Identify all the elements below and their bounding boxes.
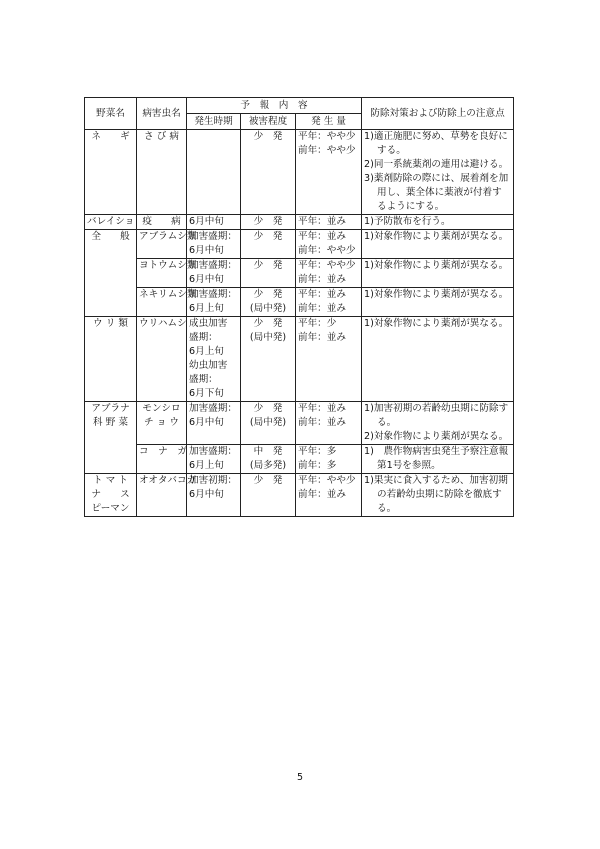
measures-cell-text: 1)適正施肥に努め、草勢を良好にする。 [364,131,508,156]
measures-cell-text: 3)薬剤防除の際には、展着剤を加用し、葉全体に薬液が付着するようにする。 [364,173,509,212]
pest-name: ヨトウムシ類 [139,260,197,271]
pest-name: アブラムシ類 [139,231,197,242]
pest-cell [137,402,187,445]
timing-cell-text: 6月中旬 [189,245,224,256]
damage-cell [241,402,296,445]
measures-cell-text: 1)果実に食入するため、加害初期の若齢幼虫期に防除を徹底する。 [364,475,508,514]
header-pest: 病害虫名 [137,98,187,130]
amount-cell-text: 前年：並み [298,303,346,314]
amount-cell-text: 前年：やや少 [298,245,356,256]
damage-cell-text: 少 発 [253,475,283,486]
damage-cell-text: 少 発 [253,216,283,227]
pest-cell [137,474,197,517]
table-row [85,230,514,259]
table-row [85,402,514,445]
amount-cell-text: 平年：並み [298,231,346,242]
measures-cell-text: 1)加害初期の若齢幼虫期に防除する。 [364,403,509,428]
header-timing: 発生時期 [187,114,241,130]
vegetable-name: ナ ス [91,489,130,500]
amount-cell [296,215,362,230]
damage-cell [241,445,296,474]
vegetable-name: アブラナ [91,403,130,414]
vegetable-cell [85,317,137,402]
timing-cell [187,259,241,288]
vegetable-cell [85,130,137,215]
damage-cell-text: 少 発 [253,403,283,414]
timing-cell-text: 6月中旬 [189,489,224,500]
damage-cell [241,259,296,288]
measures-cell-text: 1)対象作物により薬剤が異なる。 [364,318,509,329]
damage-cell-text: 中 発 [253,446,283,457]
table-row [85,215,514,230]
measures-cell-text: 1)予防散布を行う。 [364,216,451,227]
vegetable-cell [85,474,137,517]
pest-cell [137,317,187,402]
timing-cell-text: 加害盛期： [189,289,237,300]
amount-cell-text: 平年：少 [298,318,337,329]
vegetable-name: ト マ ト [93,475,128,486]
page-number: 5 [296,772,304,783]
table-body [85,130,514,517]
timing-cell-text: 6月上旬 [189,460,224,471]
measures-cell [362,259,514,288]
amount-cell [296,288,362,317]
vegetable-name: ピーマン [91,503,130,514]
damage-cell-text: (局中発) [249,417,287,428]
measures-cell [362,130,514,215]
vegetable-cell [85,402,137,474]
measures-cell-text: 2)対象作物により薬剤が異なる。 [364,431,509,442]
damage-cell-text: 少 発 [253,260,283,271]
damage-cell [241,288,296,317]
damage-cell-text: 少 発 [253,318,283,329]
pest-cell [137,230,197,259]
timing-cell [187,215,241,230]
vegetable-name: ウ リ 類 [93,318,128,329]
amount-cell-text: 平年：やや少 [298,260,356,271]
pest-cell [137,215,187,230]
header-vegetable: 野菜名 [85,98,137,130]
measures-cell [362,402,514,445]
measures-cell [362,288,514,317]
pest-name: ネキリムシ類 [139,289,197,300]
amount-cell-text: 平年：多 [298,446,337,457]
pest-cell [137,259,197,288]
vegetable-cell [85,215,137,230]
timing-cell [187,402,241,445]
pest-cell [137,288,197,317]
damage-cell [241,215,296,230]
timing-cell [187,317,241,402]
measures-cell-text: 1)対象作物により薬剤が異なる。 [364,260,509,271]
vegetable-cell [85,230,137,317]
table-row [85,130,514,215]
amount-cell-text: 前年：やや少 [298,145,356,156]
damage-cell [241,317,296,402]
timing-cell-text: 6月上旬 [189,346,224,357]
measures-cell [362,474,514,517]
amount-cell-text: 平年：並み [298,216,346,227]
timing-cell [187,230,241,259]
amount-cell-text: 平年：やや少 [298,475,356,486]
timing-cell [187,445,241,474]
amount-cell-text: 平年：並み [298,403,346,414]
timing-cell-text: 加害盛期： [189,403,237,414]
table-row [85,474,514,517]
damage-cell-text: (局中発) [249,303,287,314]
header-damage: 被害程度 [241,114,296,130]
damage-cell-text: 少 発 [253,131,283,142]
pest-name: チ ョ ウ [144,417,179,428]
amount-cell [296,445,362,474]
table-row [85,288,514,317]
amount-cell-text: 前年：多 [298,460,337,471]
amount-cell-text: 前年：並み [298,417,346,428]
amount-cell-text: 前年：並み [298,332,346,343]
forecast-table [84,97,514,517]
pest-name: ウリハムシ [139,318,187,329]
amount-cell [296,317,362,402]
timing-cell-text: 6月上旬 [189,303,224,314]
amount-cell [296,259,362,288]
amount-cell-text: 前年：並み [298,274,346,285]
timing-cell [187,474,241,517]
amount-cell-text: 平年：並み [298,289,346,300]
timing-cell-text: 盛期： [189,332,218,343]
damage-cell [241,230,296,259]
measures-cell [362,215,514,230]
measures-cell [362,445,514,474]
measures-cell [362,230,514,259]
damage-cell-text: (局中発) [249,332,287,343]
timing-cell-text: 盛期： [189,374,218,385]
damage-cell [241,474,296,517]
damage-cell-text: (局多発) [249,460,287,471]
pest-name: さ び 病 [144,131,179,142]
amount-cell [296,402,362,445]
timing-cell-text: 成虫加害 [189,318,228,329]
timing-cell-text: 6月下旬 [189,388,224,399]
measures-cell-text: 2)同一系統薬剤の連用は避ける。 [364,159,509,170]
pest-cell [137,130,187,215]
damage-cell [241,130,296,215]
timing-cell-text: 幼虫加害 [189,360,228,371]
timing-cell [187,288,241,317]
pest-cell [137,445,187,474]
pest-name: コ ナ ガ [139,446,187,457]
timing-cell [187,130,241,215]
amount-cell [296,230,362,259]
timing-cell-text: 加害盛期： [189,231,237,242]
damage-cell-text: 少 発 [253,231,283,242]
timing-cell-text: 加害初期： [189,475,237,486]
header-measures: 防除対策および防除上の注意点 [362,98,514,130]
vegetable-name: 科 野 菜 [93,417,128,428]
timing-cell-text: 6月中旬 [189,216,224,227]
measures-cell [362,317,514,402]
pest-name: オオタバコガ [139,475,197,486]
vegetable-name: バレイショ [87,216,135,227]
header-amount: 発 生 量 [296,114,362,130]
pest-name: 疫 病 [142,216,181,227]
measures-cell-text: 1)対象作物により薬剤が異なる。 [364,289,509,300]
measures-cell-text: 1)対象作物により薬剤が異なる。 [364,231,509,242]
vegetable-name: ネ ギ [91,131,130,142]
table-row [85,259,514,288]
pest-name: モンシロ [142,403,181,414]
damage-cell-text: 少 発 [253,289,283,300]
amount-cell [296,130,362,215]
timing-cell-text: 6月中旬 [189,417,224,428]
timing-cell-text: 6月中旬 [189,274,224,285]
measures-cell-text: 1) 農作物病害虫発生予察注意報第1号を参照。 [364,446,509,471]
table-row [85,317,514,402]
amount-cell-text: 前年：並み [298,489,346,500]
amount-cell [296,474,362,517]
timing-cell-text: 加害盛期： [189,260,237,271]
header-forecast-group: 予 報 内 容 [187,98,362,114]
timing-cell-text: 加害盛期： [189,446,237,457]
table-row [85,445,514,474]
amount-cell-text: 平年：やや少 [298,131,356,142]
vegetable-name: 全 般 [91,231,130,242]
